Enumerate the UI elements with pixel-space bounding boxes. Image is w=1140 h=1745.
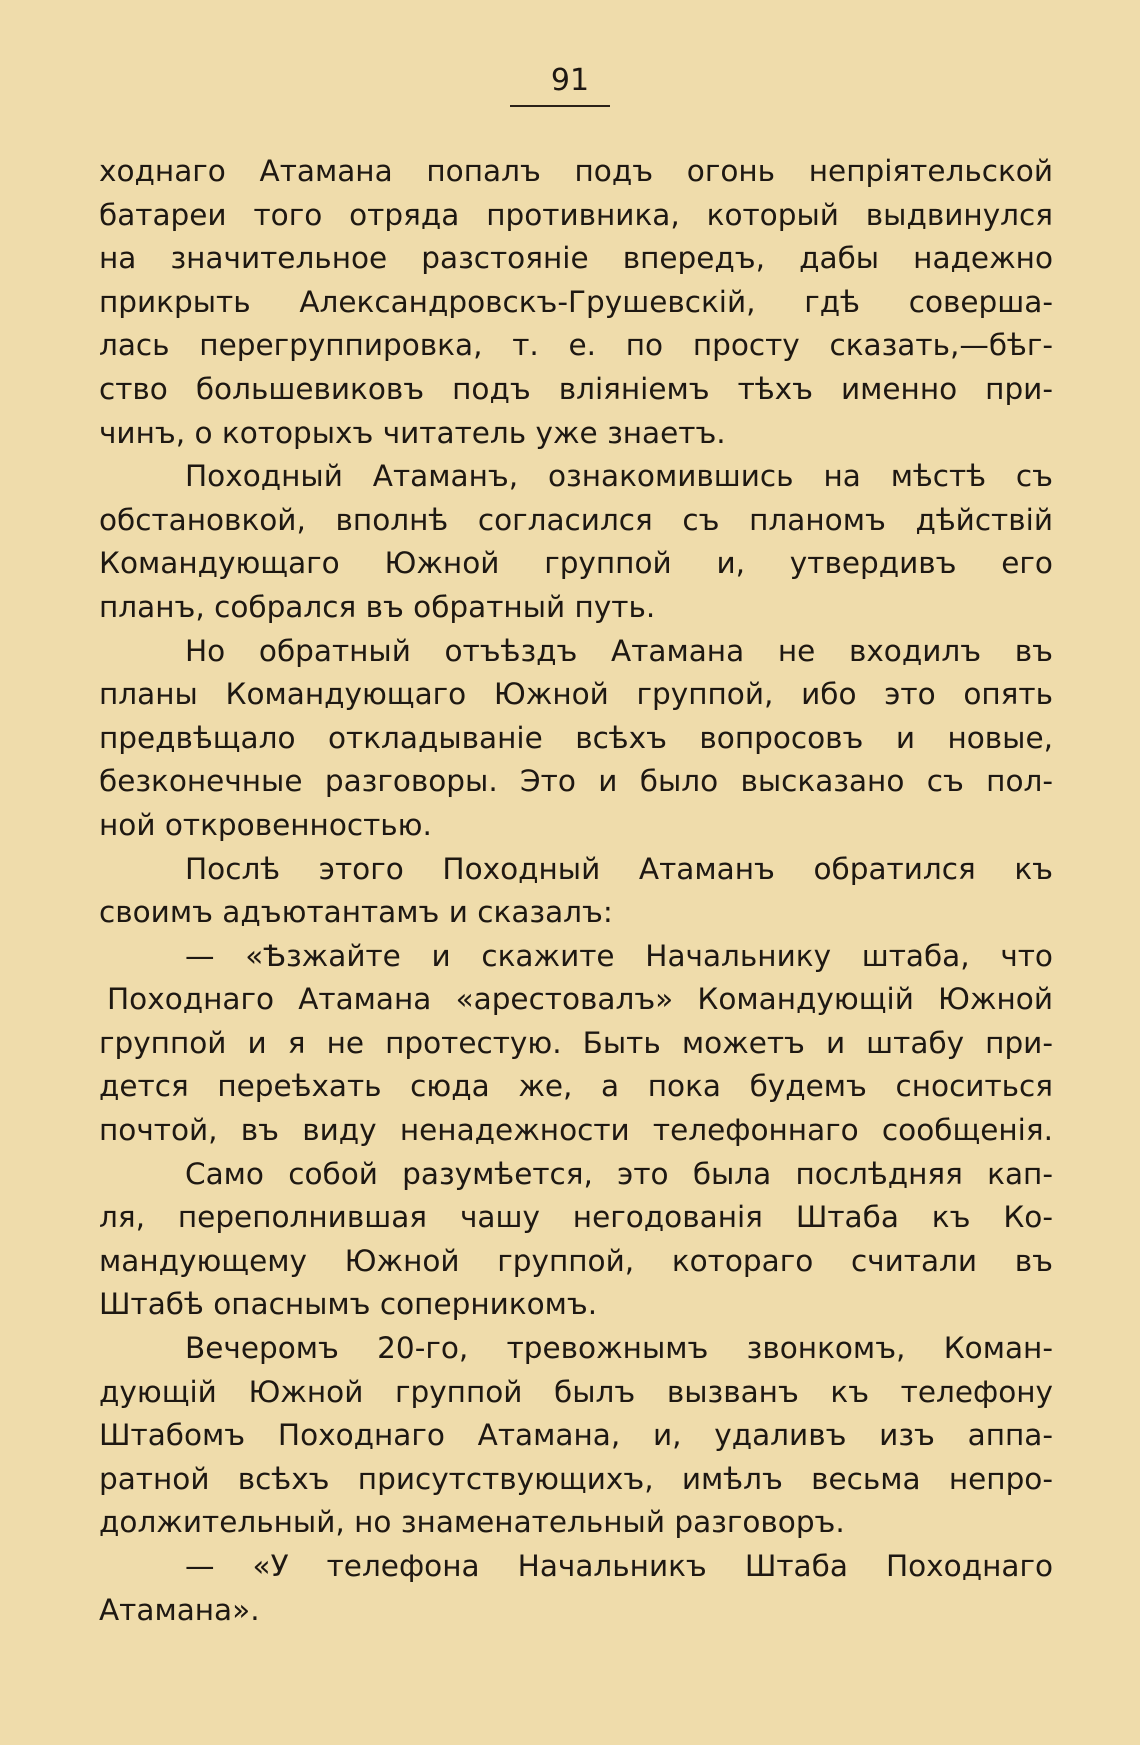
text-line: ратной всѣхъ присутствующихъ, имѣлъ весьма непро- bbox=[99, 1461, 1053, 1496]
text-line: обстановкой, вполнѣ согласился съ планомъ дѣйствій bbox=[99, 502, 1053, 537]
text-line: ходнаго Атамана попалъ подъ огонь непріятельской bbox=[99, 154, 1053, 188]
text-line: должительный, но знаменательный разговоръ. bbox=[99, 1505, 845, 1540]
text-line: Походный Атаманъ, ознакомившись на мѣстѣ съ bbox=[185, 459, 1053, 494]
page-number: 91 bbox=[550, 63, 590, 98]
text-line: дется переѣхать сюда же, а пока будемъ сноситься bbox=[99, 1069, 1053, 1104]
text-line: лась перегруппировка, т. е. по просту сказать,—бѣг- bbox=[99, 328, 1053, 363]
text-line: безконечные разговоры. Это и было высказано съ пол- bbox=[99, 764, 1053, 799]
text-line: чинъ, о которыхъ читатель уже знаетъ. bbox=[99, 415, 726, 450]
text-line: дующій Южной группой былъ вызванъ къ телефону bbox=[99, 1374, 1053, 1409]
text-line: почтой, въ виду ненадежности телефоннаго сообщенія. bbox=[99, 1113, 1053, 1148]
text-line: Само собой разумѣется, это была послѣдняя кап- bbox=[185, 1156, 1053, 1191]
text-line: ной откровенностью. bbox=[99, 807, 432, 842]
text-line: Послѣ этого Походный Атаманъ обратился къ bbox=[185, 851, 1053, 886]
text-line: ля, переполнившая чашу негодованія Штаба къ Ко- bbox=[99, 1200, 1053, 1235]
text-line: Командующаго Южной группой и, утвердивъ его bbox=[99, 546, 1053, 581]
text-line: Штабомъ Походнаго Атамана, и, удаливъ изъ аппа- bbox=[99, 1418, 1053, 1453]
text-line: прикрыть Александровскъ-Грушевскій, гдѣ соверша- bbox=[99, 284, 1053, 319]
body-text bbox=[99, 150, 1053, 1632]
text-line: батареи того отряда противника, который выдвинулся bbox=[99, 197, 1053, 232]
text-line: Но обратный отъѣздъ Атамана не входилъ въ bbox=[185, 633, 1053, 668]
text-line: Штабѣ опаснымъ соперникомъ. bbox=[99, 1287, 598, 1322]
text-line: планы Командующаго Южной группой, ибо это опять bbox=[99, 677, 1053, 712]
text-line: предвѣщало откладываніе всѣхъ вопросовъ и новые, bbox=[99, 720, 1053, 755]
text-line: Походнаго Атамана «арестовалъ» Командующій Южной bbox=[107, 982, 1053, 1017]
text-line: Атамана». bbox=[99, 1592, 260, 1627]
text-line: мандующему Южной группой, котораго считали въ bbox=[99, 1243, 1053, 1278]
text-line: — «У телефона Начальникъ Штаба Походнаго bbox=[185, 1549, 1053, 1583]
text-line: ство большевиковъ подъ вліяніемъ тѣхъ именно при- bbox=[99, 371, 1053, 406]
text-line: планъ, собрался въ обратный путь. bbox=[99, 589, 656, 624]
text-line: — «Ѣзжайте и скажите Начальнику штаба, что bbox=[185, 938, 1053, 973]
text-line: группой и я не протестую. Быть можетъ и штабу при- bbox=[99, 1025, 1053, 1060]
text-line: своимъ адъютантамъ и сказалъ: bbox=[99, 895, 613, 930]
page-number-rule bbox=[510, 105, 610, 107]
text-line: Вечеромъ 20-го, тревожнымъ звонкомъ, Коман- bbox=[185, 1331, 1053, 1366]
text-line: на значительное разстояніе впередъ, дабы надежно bbox=[99, 241, 1053, 276]
